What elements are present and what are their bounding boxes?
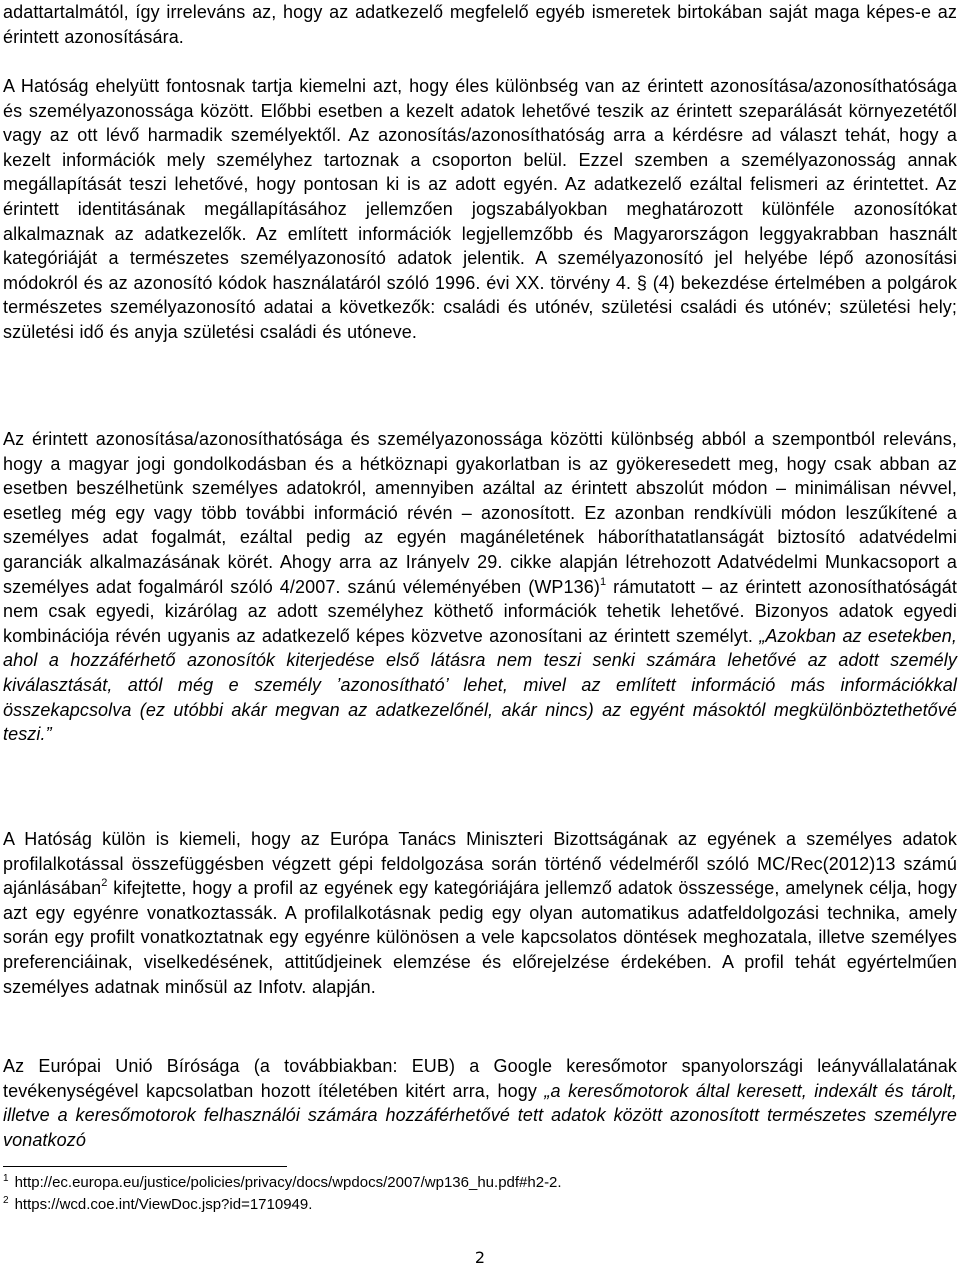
footnote-1-link[interactable]: http://ec.europa.eu/justice/policies/privacy/docs/wpdocs/2007/wp136_hu.pdf#h2-2. (14, 1174, 562, 1191)
paragraph-identifiability-relevance: Az érintett azonosítása/azonosíthatósága és személyazonossága közötti különbség abból a szempontból releváns, hogy a magyar jogi gondolkodásban és a hétköznapi gyakorlatban is az gyökeresedett meg, hogy csak abban az esetben beszélhetünk személyes adatokról, amennyiben azáltal az érintett abszolút módon – minimálisan névvel, esetleg még egy vagy több további információ révén – azonosított. Ez azonban rendkívüli módon leszűkítené a személyes adat fogalmát, ezáltal pedig az egyén magánéletének háboríthatatlanságát biztosító adatvédelmi garanciák alkalmazásának körét. Ahogy arra az Irányelv 29. cikke alapján létrehozott Adatvédelmi Munkacsoport a személyes adat fogalmáról szóló 4/2007. szánú véleményében $(WP136)^1$ rámutatott – az érintett azonosíthatóságát nem csak egyedi, kizárólag az adott személyhez köthető információk tehetik lehetővé. Bizonyos adatok egyedi kombinációja révén ugyanis az adatkezelő képes közvetve azonosítani az érintett személyt. „Azokban az esetekben, ahol a hozzáférhető azonosítók kiterjedése első látásra nem teszi senki számára lehetővé az adott személy kiválasztását, attól még e személy ’azonosítható’ lehet, mivel az említett információ más információkkal összekapcsolva (ez utóbbi akár megvan az adatkezelőnél, akár nincs) az egyént másoktól megkülönböztethetővé teszi.” (3, 429, 957, 745)
footnote-ref-1[interactable]: 1 (599, 575, 607, 588)
paragraph-eub-google: Az Európai Unió Bírósága (a továbbiakban: EUB) a Google keresőmotor spanyolországi leányvállalatának tevékenységével kapcsolatban hozott ítéletében kitért arra, hogy „a keresőmotorok által keresett, indexált és tárolt, illetve a keresőmotorok felhasználói számára hozzáférhetővé tett adatok között azonosított természetes személyre vonatkozó (3, 1056, 957, 1150)
paragraph-profiling: A Hatóság külön is kiemeli, hogy az Európa Tanács Miniszteri Bizottságának az egyének a személyes adatok profilalkotással összefüggésben végzett gépi feldolgozása során történő védelméről szóló MC/Rec(2012)13 számú ajánlásában$^2$ kifejtette, hogy a profil az egyének egy kategóriájára jellemző adatok összessége, amelynek célja, hogy azt egy egyénre vonatkoztassák. A profilalkotásnak pedig egy olyan automatikus adatfeldolgozási technika, amely során egy profilt vonatkoztatnak egy egyénre különösen a vele kapcsolatos döntések meghozatala, illetve személyes preferenciáinak, viselkedésének, attitűdjeinek elemzése és előrejelzése érdekében. A profil tehát egyértelműen személyes adatnak minősül az Infotv. alapján. (3, 829, 957, 997)
footnote-2-link[interactable]: https://wcd.coe.int/ViewDoc.jsp?id=1710949. (14, 1196, 313, 1213)
eub-quote: „a keresőmotorok által keresett, indexált és tárolt, illetve a keresőmotorok felhasználói számára hozzáférhetővé tett adatok között azonosított természetes személyre vonatkozó (3, 1080, 957, 1150)
footnote-1: $^1$ http://ec.europa.eu/justice/policies/privacy/docs/wpdocs/2007/wp136_hu.pdf#h2-2. (3, 1173, 562, 1191)
paragraph-identification-vs-identity: A Hatóság ehelyütt fontosnak tartja kiemelni azt, hogy éles különbség van az érintett azonosítása/azonosíthatósága és személyazonossága között. Előbbi esetben a kezelt adatok lehetővé teszik az érintett szeparálását környezetétől vagy az ott lévő harmadik személyektől. Az azonosítás/azonosíthatóság arra a kérdésre ad választ tehát, hogy a kezelt információk mely személyhez tartoznak a csoporton belül. Ezzel szemben a személyazonosság annak megállapítását teszi lehetővé, hogy pontosan ki is az adott egyén. Az adatkezelő ezáltal felismeri az érintettet. Az érintett identitásának megállapításához jellemzően jogszabályokban meghatározott különféle azonosítókat alkalmaznak az adatkezelők. Az említett információk legjellemzőbb és Magyarországon leggyakrabban használt kategóriáját a természetes személyazonosító adatok jelentik. A személyazonosító jel helyébe lépő azonosítási módokról és az azonosító kódok használatáról szóló 1996. évi XX. törvény 4. § (4) bekezdése értelmében a polgárok természetes személyazonosító adatai a következők: családi és utónév, születési családi és utónév; születési hely; születési idő és anyja születési családi és utóneve. (3, 76, 957, 342)
paragraph-intro-continuation: adattartalmától, így irreleváns az, hogy az adatkezelő megfelelő egyéb ismeretek birtokában saját maga képes-e az érintett azonosítására. (3, 2, 957, 47)
footnote-separator (3, 1166, 287, 1167)
footnote-2: $^2$ https://wcd.coe.int/ViewDoc.jsp?id=1710949. (3, 1195, 313, 1213)
wp136-quote: „Azokban az esetekben, ahol a hozzáférhető azonosítók kiterjedése első látásra nem teszi senki számára lehetővé az adott személy kiválasztását, attól még e személy ’azonosítható’ lehet, mivel az említett információ más információkkal összekapcsolva (ez utóbbi akár megvan az adatkezelőnél, akár nincs) az egyént másoktól megkülönböztethetővé teszi.” (3, 625, 957, 745)
footnote-ref-2[interactable]: 2 (101, 877, 108, 890)
page-number: 2 (474, 1248, 486, 1267)
